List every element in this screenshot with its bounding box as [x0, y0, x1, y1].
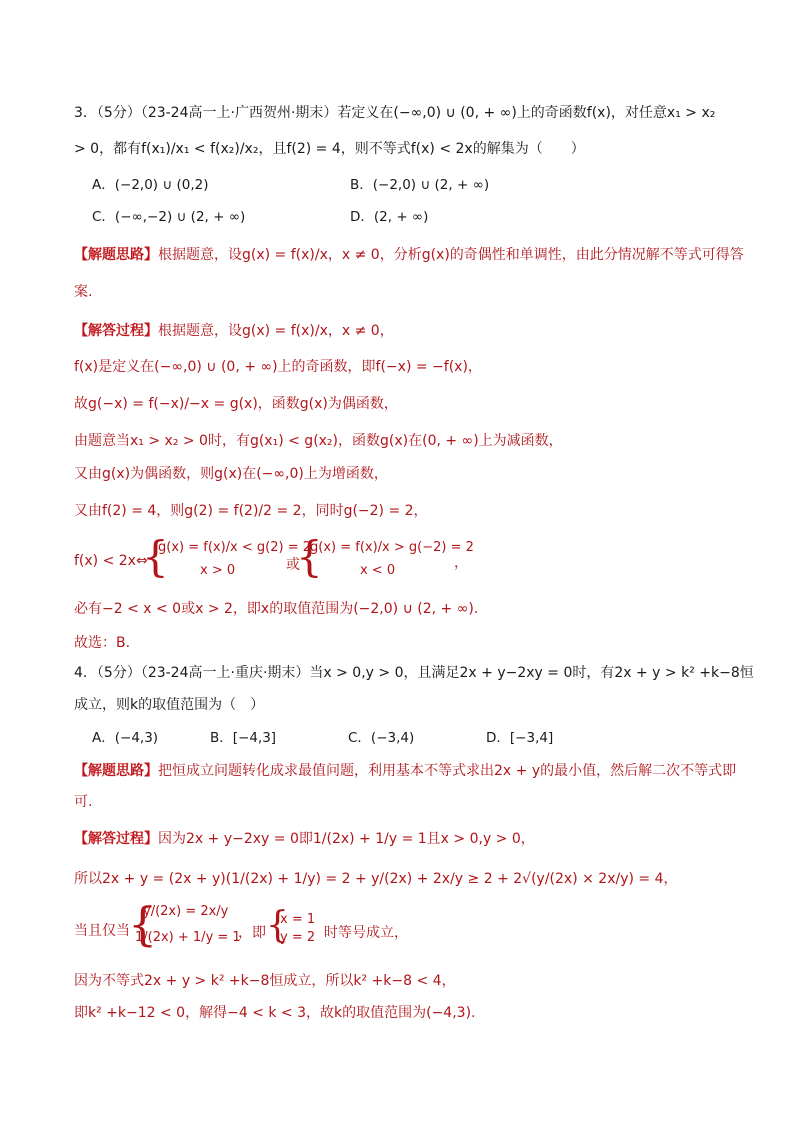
q3-proc-text: 根据题意，设g(x) = f(x)/x，x ≠ 0，: [158, 323, 394, 339]
q4-proc-text: 因为2x + y−2xy = 0即1/(2x) + 1/y = 1且x > 0,y > 0，: [158, 831, 535, 847]
q3-option-b: B．(−2,0) ∪ (2, + ∞): [350, 177, 490, 193]
q3-proc-line3: 故g(−x) = f(−x)/−x = g(x)，函数g(x)为偶函数，: [74, 396, 398, 412]
q4-proc-line4: 因为不等式2x + y > k² +k−8恒成立，所以k² +k−8 < 4，: [74, 973, 456, 989]
q3-proc-tag: 【解答过程】: [74, 323, 158, 339]
q4-option-c: C．(−3,4): [348, 730, 415, 746]
q4-solution-bottom: y = 2: [280, 930, 316, 945]
q4-option-a: A．(−4,3): [92, 730, 159, 746]
q3-system1-bottom: x > 0: [200, 563, 236, 578]
q3-idea-tag: 【解题思路】: [74, 247, 158, 263]
left-brace-icon: {: [142, 532, 169, 581]
q4-equal-cond-mid: ，即: [238, 925, 266, 941]
q3-proc-line2: f(x)是定义在(−∞,0) ∪ (0, + ∞)上的奇函数，即f(−x) = −f(x)，: [74, 359, 482, 375]
q3-idea-text: 根据题意，设g(x) = f(x)/x，x ≠ 0，分析g(x)的奇偶性和单调性，由此分情况解不等式可得答: [158, 247, 744, 263]
q4-proc-tag: 【解答过程】: [74, 831, 158, 847]
left-brace-icon: {: [128, 897, 158, 951]
q3-idea-line2: 案.: [74, 284, 93, 300]
q3-option-d: D．(2, + ∞): [350, 209, 429, 225]
q4-idea-line2: 可.: [74, 794, 93, 810]
q4-option-b: B．[−4,3]: [210, 730, 277, 746]
q3-system2-top: g(x) = f(x)/x > g(−2) = 2: [310, 540, 474, 555]
q4-option-d: D．[−3,4]: [486, 730, 554, 746]
q3-proc-line6: 又由f(2) = 4，则g(2) = f(2)/2 = 2，同时g(−2) = 2，: [74, 503, 428, 519]
q3-stem-line1: 3．（5分）（23-24高一上·广西贺州·期末）若定义在(−∞,0) ∪ (0, + ∞)上的奇函数f(x)，对任意x₁ > x₂: [74, 105, 716, 121]
q4-stem-line2: 成立，则k的取值范围为（ ）: [74, 697, 265, 713]
q3-or: 或: [286, 557, 300, 573]
q3-proc-line4: 由题意当x₁ > x₂ > 0时，有g(x₁) < g(x₂)，函数g(x)在(0, + ∞)上为减函数，: [74, 433, 563, 449]
q3-option-a: A．(−2,0) ∪ (0,2): [92, 177, 209, 193]
q3-system-comma: ，: [454, 555, 468, 571]
q4-proc-line5: 即k² +k−12 < 0，解得−4 < k < 3，故k的取值范围为(−4,3).: [74, 1005, 476, 1021]
q3-equiv-left: f(x) < 2x⇔: [74, 553, 148, 569]
q4-proc-line1: [74, 830, 535, 848]
q4-system-top: y/(2x) = 2x/y: [143, 904, 229, 919]
q3-answer: 故选：B．: [74, 635, 140, 651]
left-brace-icon: {: [296, 532, 323, 581]
q4-equal-cond-left: 当且仅当: [74, 923, 130, 939]
q4-solution-top: x = 1: [280, 912, 316, 927]
q4-proc-line2: 所以2x + y = (2x + y)(1/(2x) + 1/y) = 2 + y/(2x) + 2x/y ≥ 2 + 2√(y/(2x) × 2x/y) = 4，: [74, 871, 678, 887]
q4-idea-tag: 【解题思路】: [74, 763, 158, 779]
left-brace-icon: {: [266, 905, 289, 946]
q3-system1-top: g(x) = f(x)/x < g(2) = 2: [158, 540, 311, 555]
q4-idea-line1: [74, 762, 736, 780]
q3-idea-line1: [74, 246, 744, 264]
q3-system2-bottom: x < 0: [360, 563, 396, 578]
q4-idea-text: 把恒成立问题转化成求最值问题，利用基本不等式求出2x + y的最小值，然后解二次不等式即: [158, 763, 737, 779]
q3-stem-line2: > 0，都有f(x₁)/x₁ < f(x₂)/x₂，且f(2) = 4，则不等式f(x) < 2x的解集为（ ）: [74, 141, 585, 157]
q3-proc-line5: 又由g(x)为偶函数，则g(x)在(−∞,0)上为增函数，: [74, 466, 388, 482]
q4-equal-cond-end: 时等号成立，: [324, 925, 408, 941]
q3-proc-line1: [74, 322, 394, 340]
q3-option-c: C．(−∞,−2) ∪ (2, + ∞): [92, 209, 246, 225]
q3-proc-line8: 必有−2 < x < 0或x > 2，即x的取值范围为(−2,0) ∪ (2, + ∞).: [74, 601, 479, 617]
q4-system-bottom: 1/(2x) + 1/y = 1: [135, 930, 241, 945]
q4-stem-line1: 4．（5分）（23-24高一上·重庆·期末）当x > 0,y > 0，且满足2x + y−2xy = 0时，有2x + y > k² +k−8恒: [74, 665, 754, 681]
